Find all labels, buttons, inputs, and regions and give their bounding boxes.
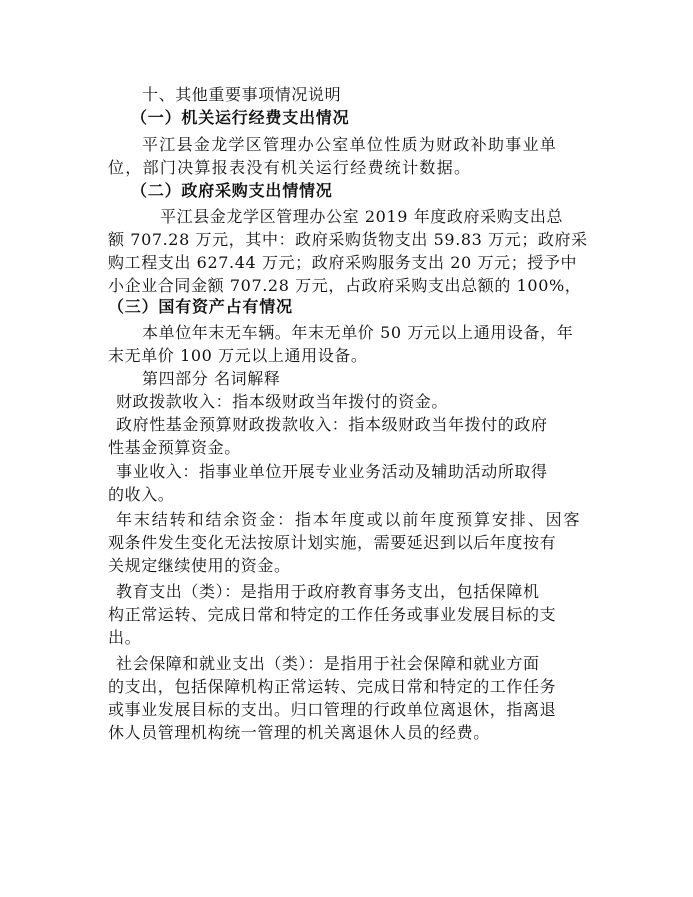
term-line: 构正常运转、完成日常和特定的工作任务或事业发展目标的支: [108, 605, 557, 624]
term-line: 事业收入：指事业单位开展专业业务活动及辅助活动所取得: [116, 462, 548, 481]
paragraph-line: 本单位年末无车辆。年末无单价 50 万元以上通用设备，年: [142, 323, 574, 342]
section-title: 十、其他重要事项情况说明: [142, 85, 342, 104]
subsection-heading-1: （一）机关运行经费支出情况: [131, 108, 350, 127]
term-line: 性基金预算资金。: [108, 438, 241, 457]
term-line: 政府性基金预算财政拨款收入：指本级财政当年拨付的政府: [116, 415, 548, 434]
subsection-heading-3: （三）国有资产占有情况: [108, 297, 293, 316]
part-title: 第四部分 名词解释: [142, 369, 281, 388]
paragraph-line: 小企业合同金额 707.28 万元，占政府采购支出总额的 100%，: [108, 276, 582, 295]
term-line: 关规定继续使用的资金。: [108, 556, 291, 575]
paragraph-line: 末无单价 100 万元以上通用设备。: [108, 346, 368, 365]
term-line: 的支出，包括保障机构正常运转、完成日常和特定的工作任务: [108, 677, 557, 696]
subsection-heading-2: （二）政府采购支出情情况: [131, 181, 333, 200]
term-line: 或事业发展目标的支出。归口管理的行政单位离退休，指离退: [108, 700, 557, 719]
term-line: 观条件发生变化无法按原计划实施，需要延迟到以后年度按有: [108, 533, 557, 552]
paragraph-line: 位，部门决算报表没有机关运行经费统计数据。: [108, 158, 472, 177]
term-line: 教育支出（类）：是指用于政府教育事务支出，包括保障机: [116, 582, 540, 601]
paragraph-line: 额 707.28 万元，其中：政府采购货物支出 59.83 万元；政府采: [108, 230, 588, 249]
term-line: 休人员管理机构统一管理的机关离退休人员的经费。: [108, 723, 490, 742]
term-line: 出。: [108, 628, 142, 647]
term-line: 年末结转和结余资金：指本年度或以前年度预算安排、因客: [116, 510, 582, 529]
paragraph-line: 购工程支出 627.44 万元；政府采购服务支出 20 万元；授予中: [108, 253, 578, 272]
term-line: 财政拨款收入：指本级财政当年拨付的资金。: [116, 392, 449, 411]
paragraph-line: 平江县金龙学区管理办公室单位性质为财政补助事业单: [142, 135, 558, 154]
term-line: 的收入。: [108, 485, 175, 504]
paragraph-line: 平江县金龙学区管理办公室 2019 年度政府采购支出总: [160, 207, 564, 226]
term-line: 社会保障和就业支出（类）：是指用于社会保障和就业方面: [116, 654, 540, 673]
